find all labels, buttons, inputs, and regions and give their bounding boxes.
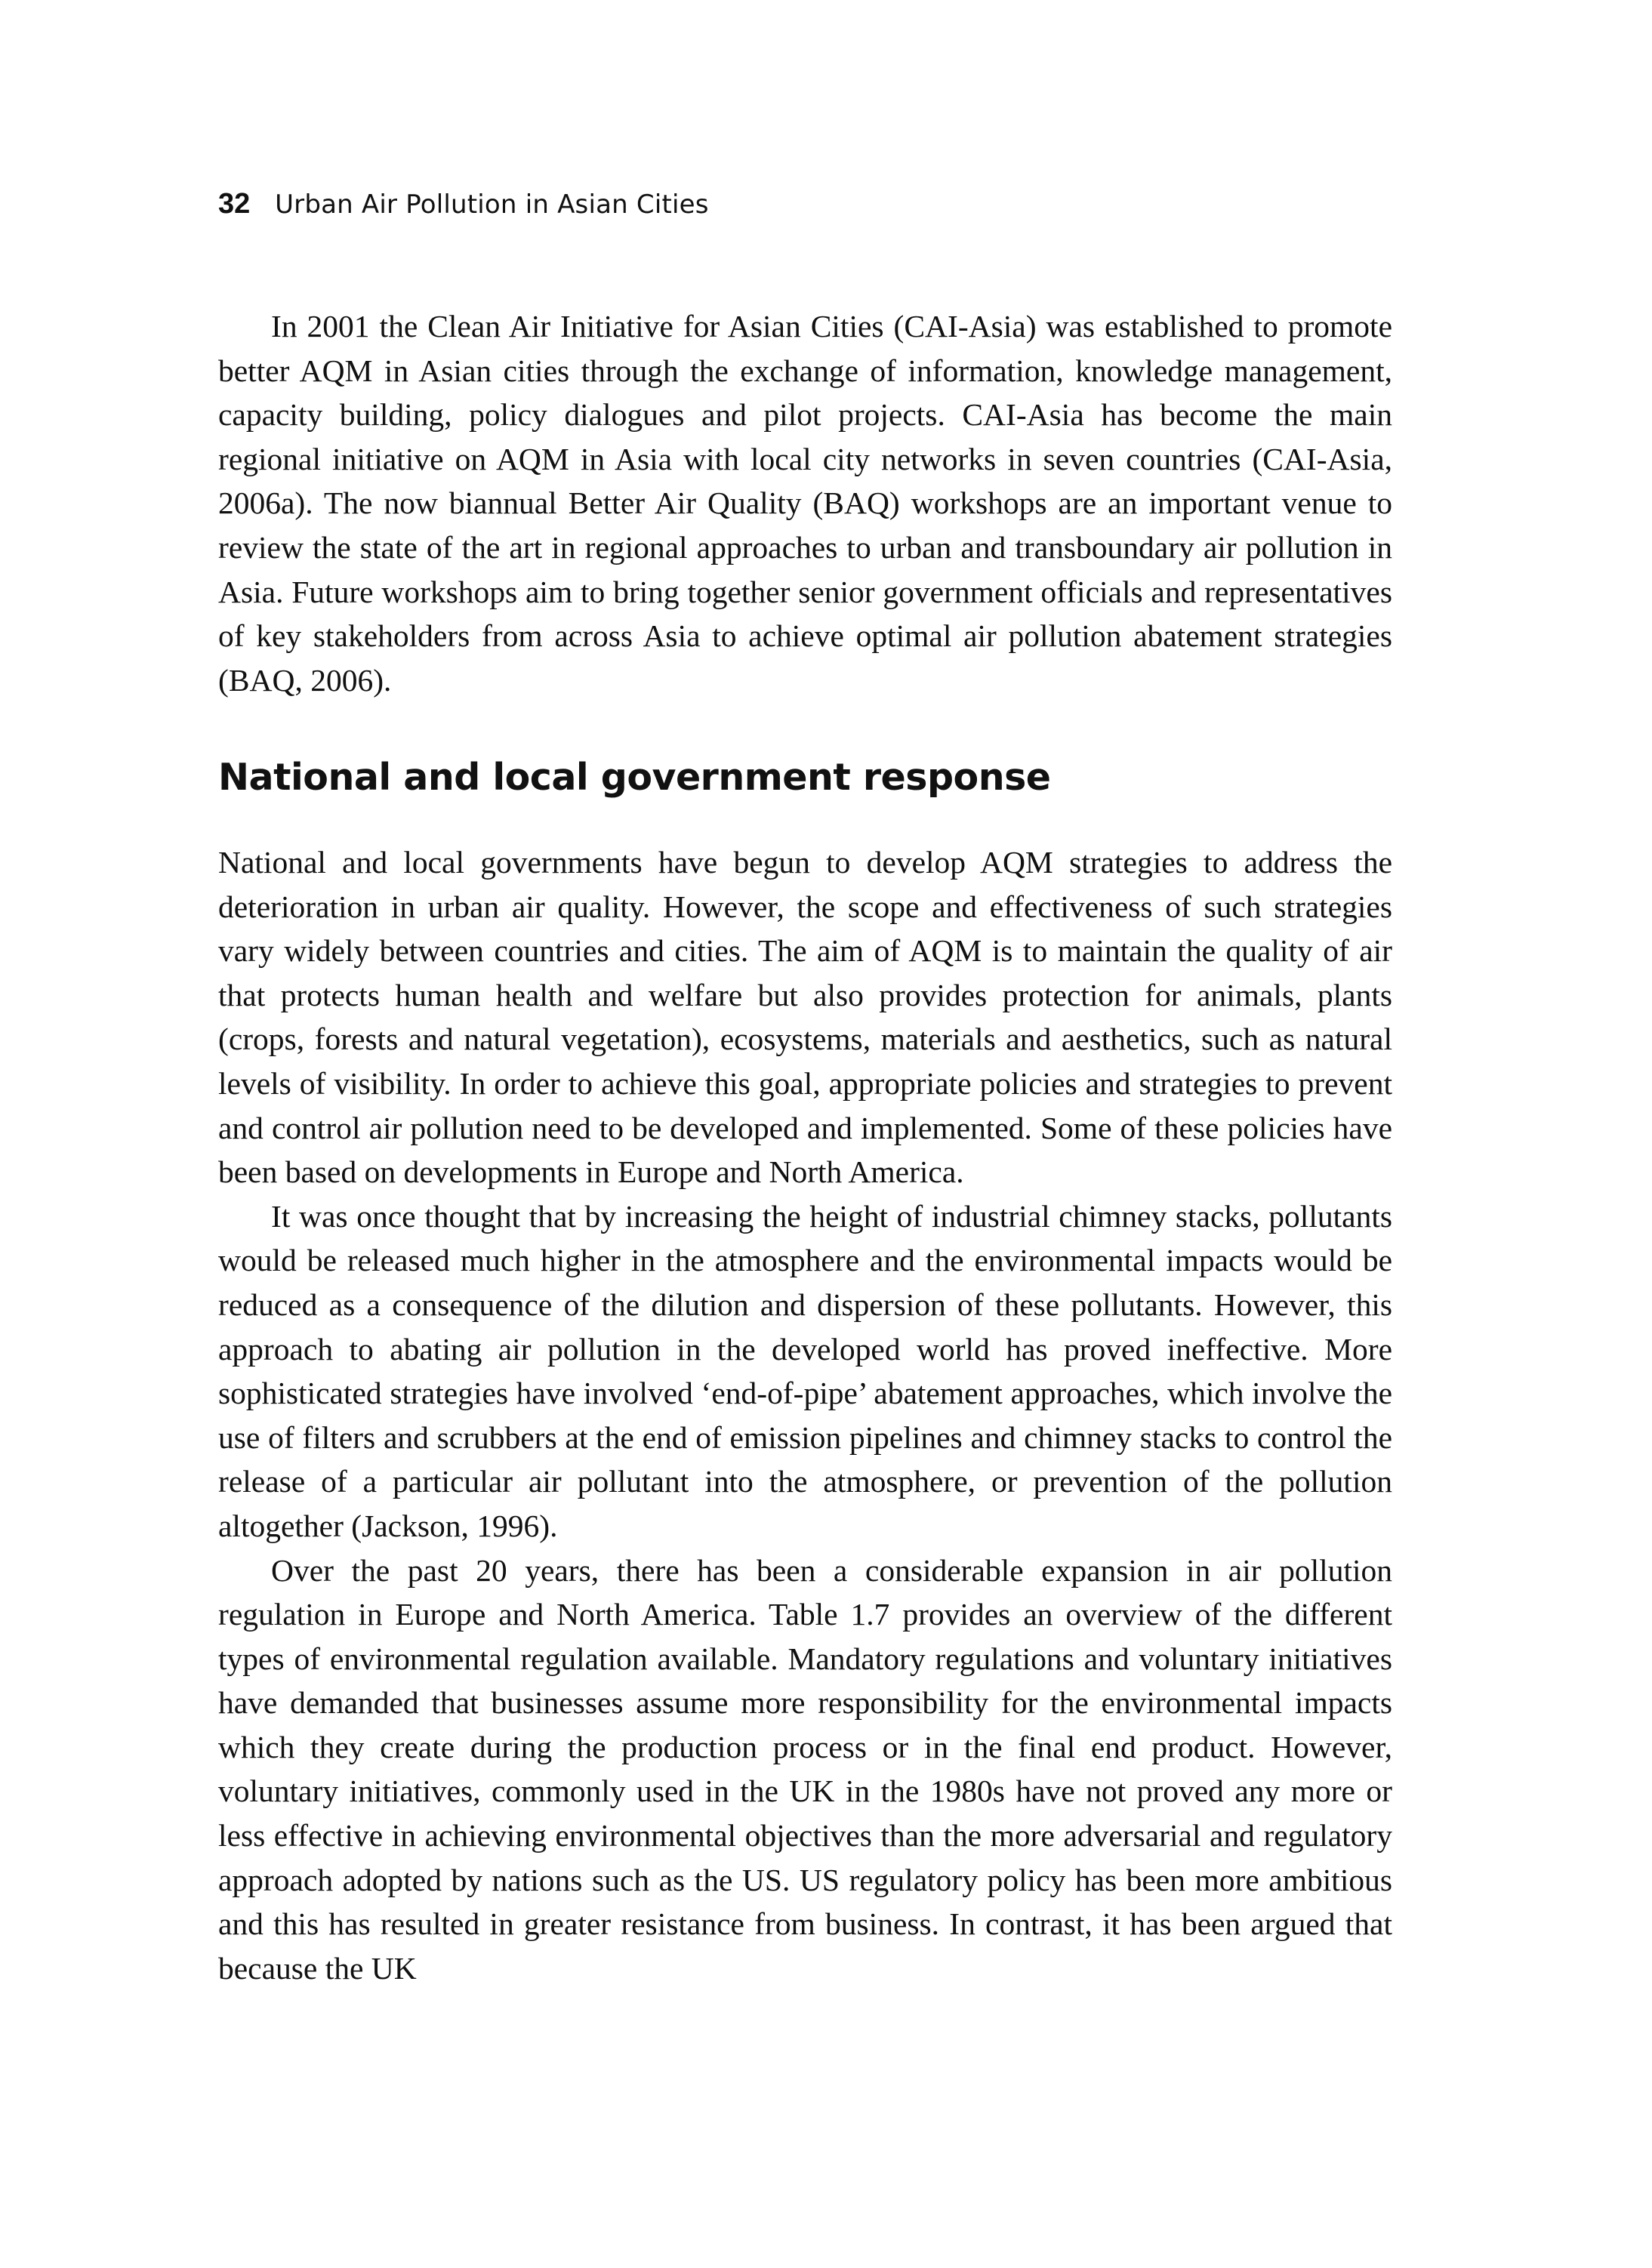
paragraph-regulation-expansion: Over the past 20 years, there has been a considerable expansion in air pollution regulation in Europe and North America. Table 1.7 provides an overview of the different types of environmental regulation available. Mandatory regulations and voluntary initiatives have demanded that businesses assume more responsibility for the environmental impacts which they create during the production process or in the final end product. However, voluntary initiatives, commonly used in the UK in the 1980s have not proved any more or less effective in achieving environmental objectives than the more adversarial and regulatory approach adopted by nations such as the US. US regulatory policy has been more ambitious and this has resulted in greater resistance from business. In contrast, it has been argued that because the UK: [218, 1552, 1392, 1986]
paragraph-cai-asia: In 2001 the Clean Air Initiative for Asian Cities (CAI-Asia) was established to promote better AQM in Asian cities through the exchange of information, knowledge management, capacity building, policy dialogues and pilot projects. CAI-Asia has become the main regional initiative on AQM in Asia with local city networks in seven countries (CAI-Asia, 2006a). The now biannual Better Air Quality (BAQ) workshops are an important venue to review the state of the art in regional approaches to urban and transboundary air pollution in Asia. Future workshops aim to bring together senior government officials and representatives of key stakeholders from across Asia to achieve optimal air pollution abatement strategies (BAQ, 2006).: [218, 309, 1392, 698]
paragraph-chimney-stacks: It was once thought that by increasing the height of industrial chimney stacks, pollutants would be released much higher in the atmosphere and the environmental impacts would be reduced as a consequence of the dilution and dispersion of these pollutants. However, this approach to abating air pollution in the developed world has proved ineffective. More sophisticated strategies have involved ‘end-of-pipe’ abatement approaches, which involve the use of filters and scrubbers at the end of emission pipelines and chimney stacks to control the release of a particular air pollutant into the atmosphere, or prevention of the pollution altogether (Jackson, 1996).: [218, 1198, 1392, 1543]
page-number: 32: [218, 188, 251, 220]
running-head: [218, 189, 709, 220]
intro-text-block: [218, 304, 1392, 702]
running-title: Urban Air Pollution in Asian Cities: [275, 190, 709, 220]
section-text-block: [218, 840, 1392, 1990]
section-heading: National and local government response: [218, 756, 1051, 799]
paragraph-aqm-strategies: National and local governments have begun to develop AQM strategies to address the deterioration in urban air quality. However, the scope and effectiveness of such strategies vary widely between countries and cities. The aim of AQM is to maintain the quality of air that protects human health and welfare but also provides protection for animals, plants (crops, forests and natural vegetation), ecosystems, materials and aesthetics, such as natural levels of visibility. In order to achieve this goal, appropriate policies and strategies to prevent and control air pollution need to be developed and implemented. Some of these policies have been based on developments in Europe and North America.: [218, 845, 1392, 1190]
